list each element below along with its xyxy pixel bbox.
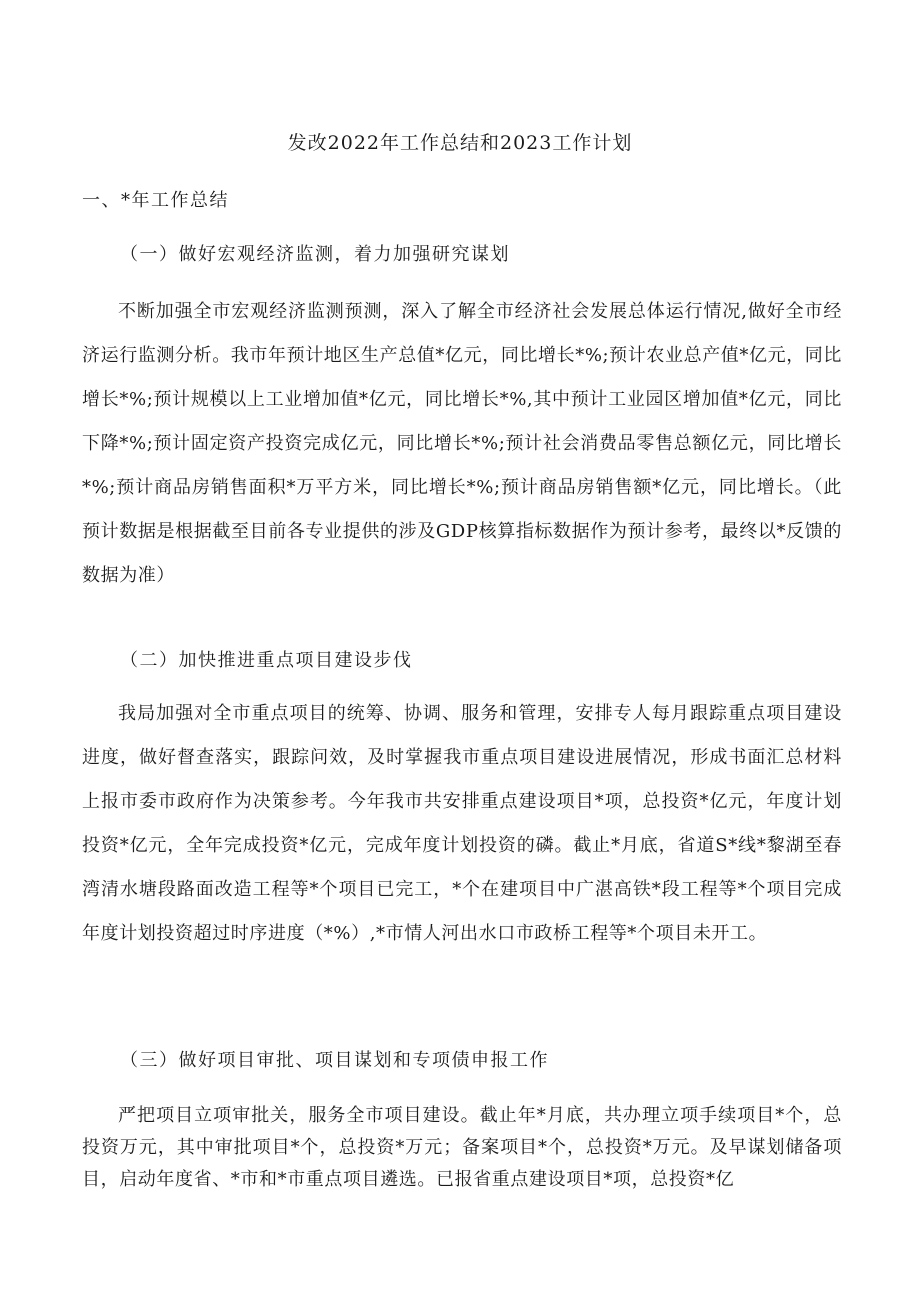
paragraph-3: 严把项目立项审批关，服务全市项目建设。截止年*月底，共办理立项手续项目*个，总投资万元，其中审批项目*个，总投资*万元；备案项目*个，总投资*万元。及早谋划储备项目，启动年度省、*市和*市重点项目遴选。已报省重点建设项目*项，总投资*亿 xyxy=(82,1105,842,1190)
document-title: 发改2022年工作总结和2023工作计划 xyxy=(287,132,633,154)
section-heading-main: 一、*年工作总结 xyxy=(82,190,229,211)
subsection-heading-3: （三）做好项目审批、项目谋划和专项债申报工作 xyxy=(120,1050,549,1071)
subsection-heading-2: （二）加快推进重点项目建设步伐 xyxy=(120,650,413,671)
paragraph-2: 我局加强对全市重点项目的统筹、协调、服务和管理，安排专人每月跟踪重点项目建设进度，做好督查落实，跟踪问效，及时掌握我市重点项目建设进展情况，形成书面汇总材料上报市委市政府作为决策参考。今年我市共安排重点建设项目*项，总投资*亿元，年度计划投资*亿元，全年完成投资*亿元，完成年度计划投资的磷。截止*月底，省道S*线*黎湖至春湾清水塘段路面改造工程等*个项目已完工，*个在建项目中广湛高铁*段工程等*个项目完成年度计划投资超过时序进度（*%）,*市情人河出水口市政桥工程等*个项目未开工。 xyxy=(82,703,842,944)
paragraph-1: 不断加强全市宏观经济监测预测，深入了解全市经济社会发展总体运行情况,做好全市经济运行监测分析。我市年预计地区生产总值*亿元，同比增长*%;预计农业总产值*亿元，同比增长*%;预计规模以上工业增加值*亿元，同比增长*%,其中预计工业园区增加值*亿元，同比下降*%;预计固定资产投资完成亿元，同比增长*%;预计社会消费品零售总额亿元，同比增长*%;预计商品房销售面积*万平方米，同比增长*%;预计商品房销售额*亿元，同比增长。（此预计数据是根据截至目前各专业提供的涉及GDP核算指标数据作为预计参考，最终以*反馈的数据为准） xyxy=(82,301,842,586)
subsection-heading-1: （一）做好宏观经济监测，着力加强研究谋划 xyxy=(120,244,510,265)
